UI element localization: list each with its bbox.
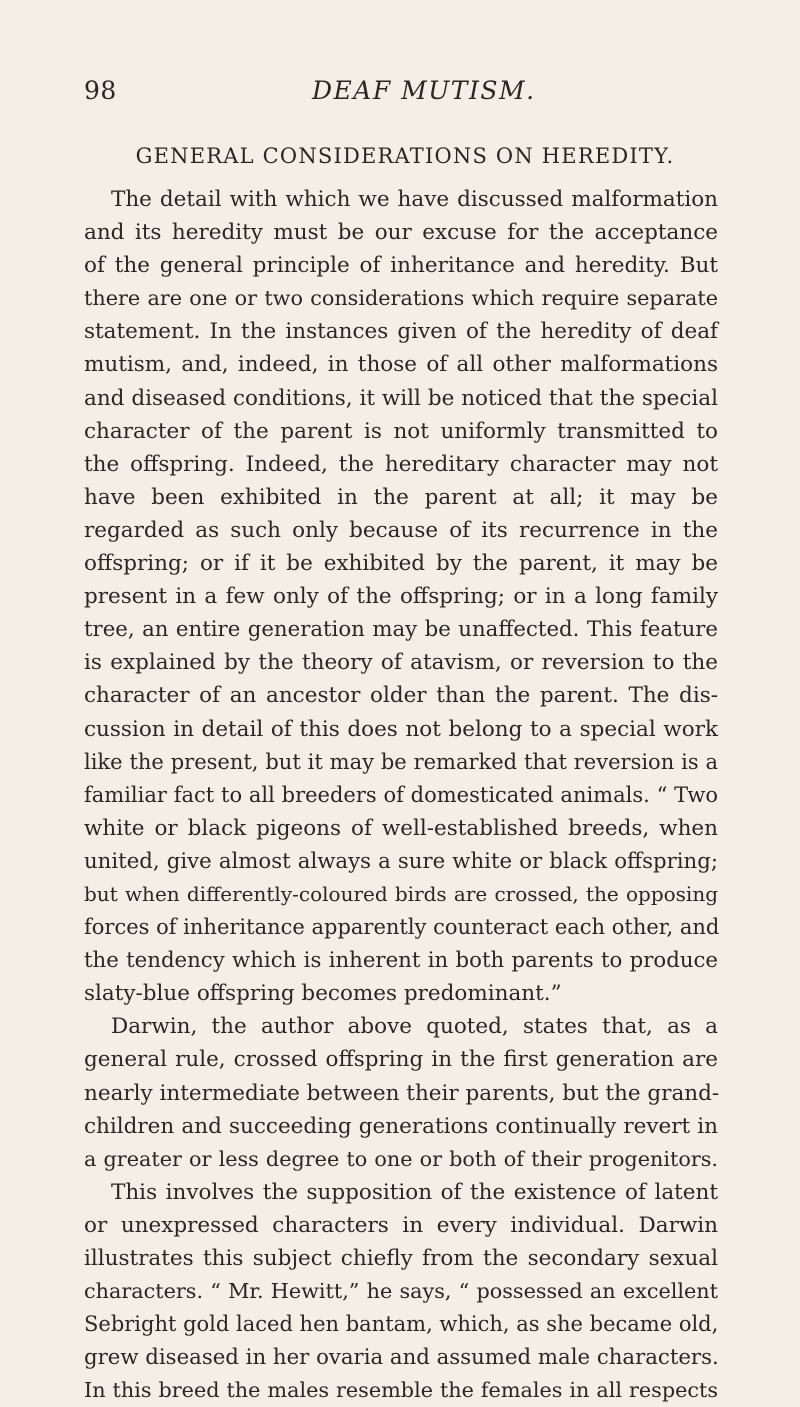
text-line: Sebright gold laced hen bantam, which, as she became old, [84,1312,719,1337]
text-line: of the general principle of inheritance and heredity. But [84,253,718,279]
text-line: In this breed the males resemble the females in all respects [84,1378,718,1403]
text-line: or unexpressed characters in every individual. Darwin [84,1212,718,1238]
text-line: illustrates this subject chiefly from the secondary sexual [84,1246,718,1271]
text-line: characters. “ Mr. Hewitt,” he says, “ possessed an excellent [84,1279,718,1304]
text-line: grew diseased in her ovaria and assumed male characters. [84,1345,719,1371]
body-text [84,183,718,1407]
text-line: regarded as such only because of its recurrence in the [84,517,718,543]
text-line: present in a few only of the offspring; or in a long family [84,584,718,610]
text-line: have been exhibited in the parent at all; it may be [84,484,718,510]
page-header [0,76,800,108]
text-line: familiar fact to all breeders of domesticated animals. “ Two [84,782,718,807]
text-line: is explained by the theory of atavism, or reversion to the [84,650,718,676]
text-line: united, give almost always a sure white or black offspring; [84,848,718,874]
text-line: mutism, and, indeed, in those of all other malformations [84,352,718,378]
text-line: a greater or less degree to one or both of their progenitors. [84,1146,718,1171]
text-line: children and succeeding generations continually revert in [84,1113,718,1139]
text-line: The detail with which we have discussed malformation [111,187,718,212]
text-line: and its heredity must be our excuse for the acceptance [84,220,718,246]
text-line: Darwin, the author above quoted, states that, as a [111,1014,718,1040]
page-number: 98 [84,76,117,105]
text-line: general rule, crossed offspring in the first generation are [84,1047,718,1073]
text-line: the offspring. Indeed, the hereditary character may not [84,451,718,477]
text-line: there are one or two considerations which require separate [84,286,718,311]
section-title: GENERAL CONSIDERATIONS ON HEREDITY. [135,144,675,168]
text-line: cussion in detail of this does not belong to a special work [84,716,718,742]
text-line: tree, an entire generation may be unaffected. This feature [84,617,718,643]
running-head: DEAF MUTISM. [312,76,536,105]
text-line: like the present, but it may be remarked that reversion is a [84,749,718,774]
text-line: white or black pigeons of well-established breeds, when [84,815,718,841]
text-line: and diseased conditions, it will be noticed that the special [84,385,718,411]
text-line: character of the parent is not uniformly transmitted to [84,418,718,444]
text-line: statement. In the instances given of the heredity of deaf [84,319,718,345]
text-line: character of an ancestor older than the parent. The dis- [84,683,718,709]
text-line: slaty-blue offspring becomes predominant.” [84,981,562,1007]
text-line: the tendency which is inherent in both parents to produce [84,948,718,974]
text-line: nearly intermediate between their parents, but the grand- [84,1080,720,1106]
text-line: forces of inheritance apparently counteract each other, and [84,915,720,940]
text-line: offspring; or if it be exhibited by the parent, it may be [84,551,718,577]
text-line: This involves the supposition of the existence of latent [111,1179,718,1205]
text-line: but when differently-coloured birds are crossed, the opposing [84,881,718,906]
